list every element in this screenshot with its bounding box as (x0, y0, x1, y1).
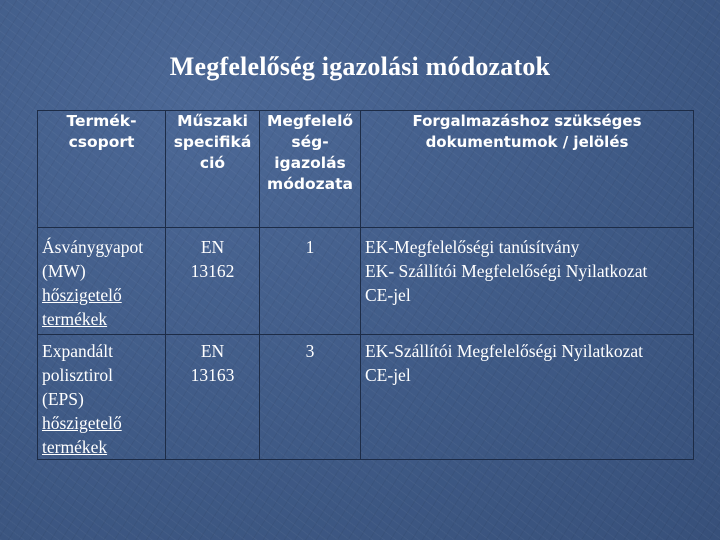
header-line: Forgalmazáshoz szükséges (412, 112, 642, 130)
document-line: EK-Szállítói Megfelelőségi Nyilatkozat (365, 341, 643, 361)
method-cell (260, 335, 361, 460)
header-line: ség- (291, 133, 329, 151)
product-line: polisztirol (42, 365, 113, 385)
header-documents (361, 111, 694, 228)
spec-line: EN (200, 237, 225, 257)
product-line-underlined: hőszigetelő (42, 413, 122, 433)
header-line: igazolás (274, 154, 346, 172)
spec-line: EN (200, 341, 225, 361)
document-line: EK- Szállítói Megfelelőségi Nyilatkozat (365, 261, 648, 281)
header-conformity-method (260, 111, 361, 228)
header-line: csoport (68, 133, 135, 151)
documents-cell (361, 228, 694, 335)
document-line: CE-jel (365, 285, 411, 305)
document-line: CE-jel (365, 365, 411, 385)
header-line: specifiká (173, 133, 252, 151)
table-header-row (38, 111, 694, 228)
table-row (38, 335, 694, 460)
product-cell (38, 335, 166, 460)
product-line-underlined: hőszigetelő (42, 285, 122, 305)
product-line-underlined: termékek (42, 437, 108, 457)
conformity-table (37, 110, 694, 460)
header-line: módozata (267, 175, 353, 193)
spec-cell (166, 228, 260, 335)
header-line: Termék- (66, 112, 137, 130)
header-product-group (38, 111, 166, 228)
spec-line: 13162 (190, 261, 235, 281)
table-row (38, 228, 694, 335)
document-line: EK-Megfelelőségi tanúsítvány (365, 237, 580, 257)
product-line: Expandált (42, 341, 113, 361)
header-line: Megfelelő (266, 112, 354, 130)
product-line-underlined: termékek (42, 309, 108, 329)
slide-title: Megfelelőség igazolási módozatok (169, 52, 551, 81)
header-technical-spec (166, 111, 260, 228)
product-line: (MW) (42, 261, 86, 281)
header-line: dokumentumok / jelölés (425, 133, 629, 151)
spec-line: 13163 (190, 365, 235, 385)
header-line: Műszaki (177, 112, 248, 130)
documents-cell (361, 335, 694, 460)
method-value: 3 (305, 341, 315, 361)
spec-cell (166, 335, 260, 460)
product-line: (EPS) (42, 389, 84, 409)
header-line: ció (199, 154, 226, 172)
product-line: Ásványgyapot (42, 237, 144, 257)
product-cell (38, 228, 166, 335)
method-value: 1 (305, 237, 315, 257)
method-cell (260, 228, 361, 335)
